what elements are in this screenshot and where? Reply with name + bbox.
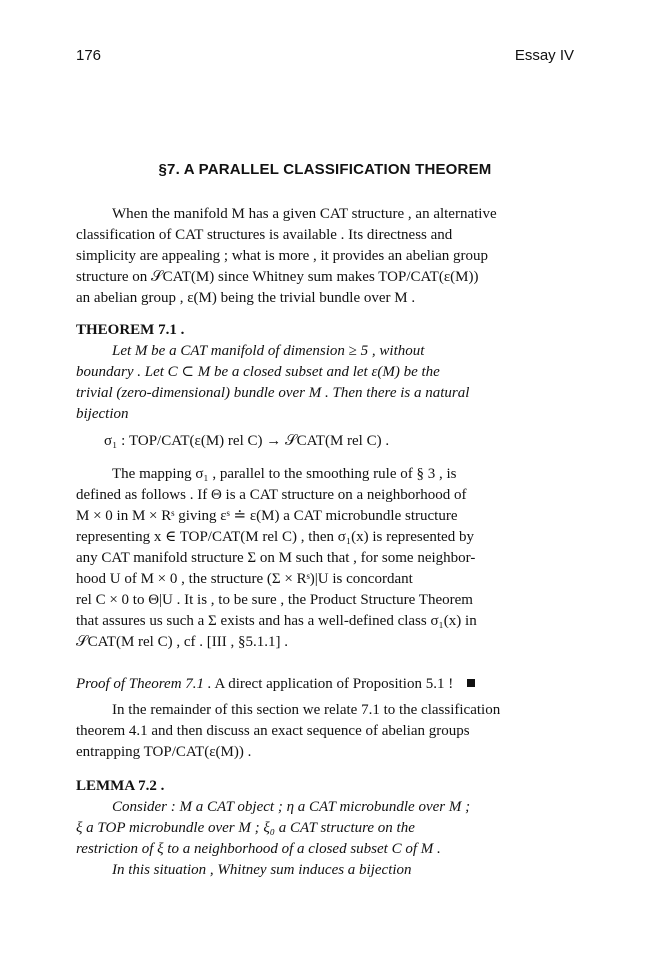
proof-label: Proof of Theorem 7.1 . <box>76 676 212 692</box>
text-line: that assures us such a Σ exists and has a well-defined class σ₁(x) in <box>76 613 477 629</box>
text-line: structure on 𝒮CAT(M) since Whitney sum makes TOP/CAT(ε(M)) <box>76 269 479 285</box>
section-title: §7. A PARALLEL CLASSIFICATION THEOREM <box>158 161 492 178</box>
text-line: ξ a TOP microbundle over M ; ξ₀ a CAT structure on the <box>76 820 415 836</box>
text-line: The mapping σ₁ , parallel to the smoothing rule of § 3 , is <box>112 466 457 482</box>
intro-paragraph <box>76 204 576 309</box>
text-line: 𝒮CAT(M rel C) , cf . [III , §5.1.1] . <box>76 634 288 650</box>
text-line: representing x ∈ TOP/CAT(M rel C) , then σ₁(x) is represented by <box>76 529 474 545</box>
theorem-label: THEOREM 7.1 . <box>76 322 185 338</box>
text-line: When the manifold M has a given CAT structure , an alternative <box>112 206 497 222</box>
text-line: M × 0 in M × Rˢ giving εˢ ≐ ε(M) a CAT microbundle structure <box>76 508 458 524</box>
theorem-formula: σ₁ : TOP/CAT(ε(M) rel C) → 𝒮CAT(M rel C) . <box>104 433 390 449</box>
proof-paragraph <box>76 674 576 695</box>
end-of-proof-mark <box>467 679 475 687</box>
text-line: Let M be a CAT manifold of dimension ≥ 5 , without <box>112 343 425 359</box>
page-number: 176 <box>76 47 102 64</box>
text-line: restriction of ξ to a neighborhood of a closed subset C of M . <box>76 841 441 857</box>
text-line: classification of CAT structures is available . Its directness and <box>76 227 453 243</box>
text-line: defined as follows . If Θ is a CAT structure on a neighborhood of <box>76 487 467 503</box>
text-line: bijection <box>76 406 129 422</box>
theorem-7-1 <box>76 320 576 452</box>
text-line: any CAT manifold structure Σ on M such that , for some neighbor- <box>76 550 476 566</box>
text-line: trivial (zero-dimensional) bundle over M . Then there is a natural <box>76 385 470 401</box>
running-head: Essay IV <box>514 47 574 64</box>
text-line: hood U of M × 0 , the structure (Σ × Rˢ)|U is concordant <box>76 571 413 587</box>
text-line: simplicity are appealing ; what is more , it provides an abelian group <box>76 248 488 264</box>
lemma-label: LEMMA 7.2 . <box>76 778 165 794</box>
text-line: In the remainder of this section we relate 7.1 to the classification <box>112 702 501 718</box>
remainder-paragraph <box>76 700 576 763</box>
lemma-7-2 <box>76 776 576 881</box>
text-line: In this situation , Whitney sum induces a bijection <box>112 862 412 878</box>
text-line: theorem 4.1 and then discuss an exact sequence of abelian groups <box>76 723 470 739</box>
text-line: entrapping TOP/CAT(ε(M)) . <box>76 744 252 760</box>
body-paragraph <box>76 464 576 653</box>
text-line: an abelian group , ε(M) being the trivial bundle over M . <box>76 290 416 306</box>
text-line: Consider : M a CAT object ; η a CAT microbundle over M ; <box>112 799 471 815</box>
proof-text: A direct application of Proposition 5.1 ! <box>211 676 454 692</box>
text-line: boundary . Let C ⊂ M be a closed subset and let ε(M) be the <box>76 364 440 380</box>
text-line: rel C × 0 to Θ|U . It is , to be sure , the Product Structure Theorem <box>76 592 473 608</box>
